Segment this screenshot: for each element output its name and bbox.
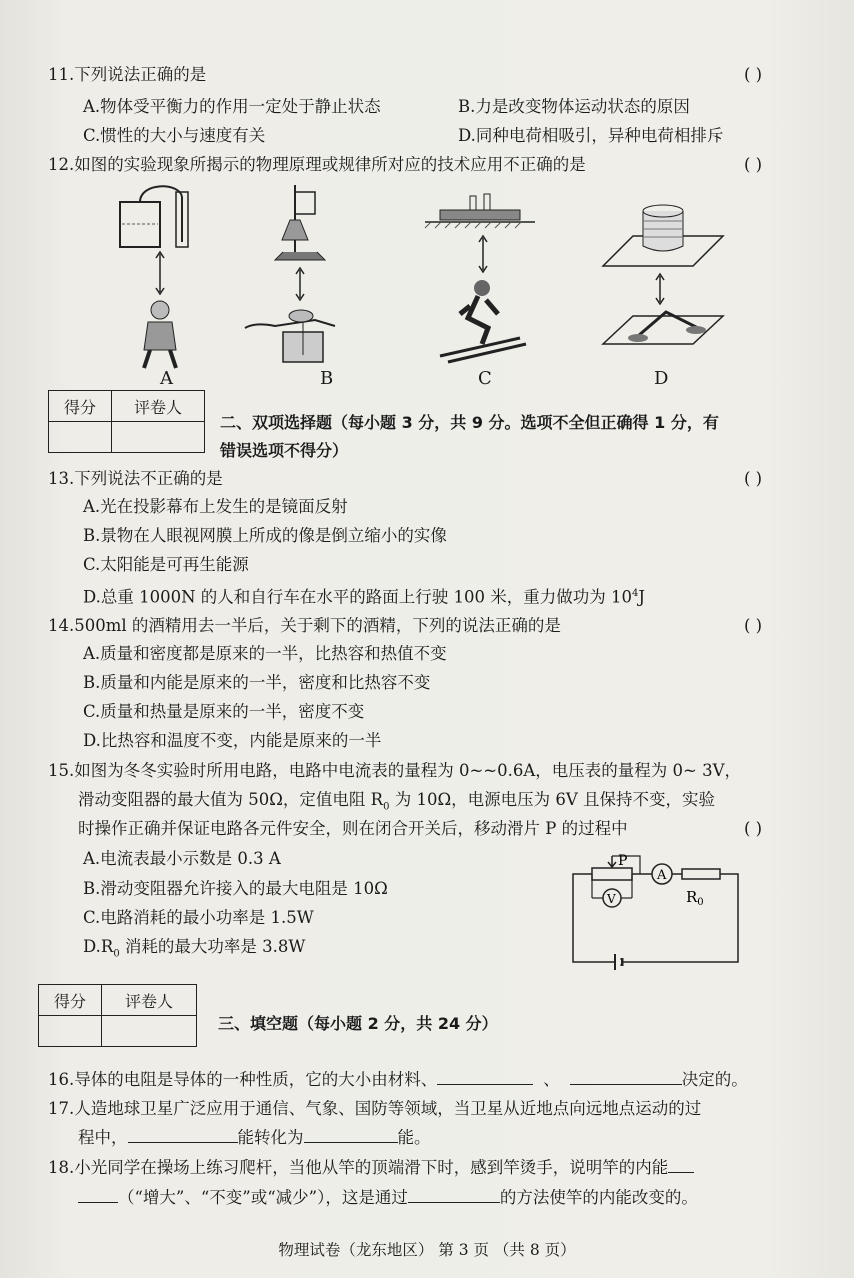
q18-text-b: 的方法使竿的内能改变的。: [499, 1188, 698, 1207]
score-cell[interactable]: [49, 422, 112, 453]
q13-stem: 13.下列说法不正确的是: [48, 469, 223, 488]
score-box-section3: [38, 984, 197, 1047]
q18-blank-2[interactable]: [408, 1186, 500, 1203]
q13-option-b: B.景物在人眼视网膜上所成的像是倒立缩小的实像: [83, 526, 447, 545]
q11-option-a: A.物体受平衡力的作用一定处于静止状态: [83, 97, 381, 116]
q15-option-c: C.电路消耗的最小功率是 1.5W: [83, 908, 314, 927]
q15-line2-sub: 0: [383, 801, 390, 813]
q16-text-a: 16.导体的电阻是导体的一种性质，它的大小由材料、: [48, 1070, 438, 1089]
q11-answer-paren: ( ): [744, 65, 763, 84]
figure-a-illustration: [110, 182, 220, 372]
q15-option-a: A.电流表最小示数是 0.3 A: [83, 849, 281, 868]
figure-b-label: B: [320, 368, 334, 389]
rheostat-symbol: [592, 868, 632, 880]
q13-option-d-unit: J: [638, 587, 646, 607]
q13-option-d-text: D.总重 1000N 的人和自行车在水平的路面上行驶 100 米，重力做功为 10: [83, 587, 633, 607]
q16-stem: [48, 1068, 748, 1091]
figure-d-illustration: [598, 196, 728, 366]
voltmeter-label: V: [607, 892, 616, 906]
section3-title: 三、填空题（每小题 2 分，共 24 分）: [218, 1014, 498, 1033]
q15-answer-paren: ( ): [744, 819, 763, 838]
q17-blank-1[interactable]: [128, 1126, 238, 1143]
figure-c-illustration: [420, 188, 540, 368]
figure-a-label: A: [160, 368, 173, 389]
q16-separator: 、: [543, 1070, 560, 1089]
q11-stem: 11.下列说法正确的是: [48, 65, 207, 84]
q14-option-d: D.比热容和温度不变，内能是原来的一半: [83, 731, 382, 750]
circuit-diagram: [570, 852, 745, 970]
q15-stem-line2: [78, 789, 715, 818]
q14-option-c: C.质量和热量是原来的一半，密度不变: [83, 702, 365, 721]
q12-answer-paren: ( ): [744, 155, 763, 174]
q15-option-b: B.滑动变阻器允许接入的最大电阻是 10Ω: [83, 879, 388, 898]
q14-stem: 14.500ml 的酒精用去一半后，关于剩下的酒精，下列的说法正确的是: [48, 616, 561, 635]
q11-option-d: D.同种电荷相吸引，异种电荷相排斥: [458, 126, 724, 145]
q16-blank-1[interactable]: [437, 1068, 533, 1085]
q11-option-c: C.惯性的大小与速度有关: [83, 126, 266, 145]
page-footer: 物理试卷（龙东地区） 第 3 页 （共 8 页）: [278, 1241, 576, 1259]
q17-text-a: 程中，: [78, 1128, 128, 1147]
q12-stem: 12.如图的实验现象所揭示的物理原理或规律所对应的技术应用不正确的是: [48, 155, 586, 174]
q17-blank-2[interactable]: [304, 1126, 398, 1143]
section2-title-cont: 错误选项不得分）: [220, 441, 349, 460]
grader-cell[interactable]: [102, 1016, 197, 1047]
resistor-label-sub: 0: [697, 897, 704, 908]
ammeter-label: A: [657, 868, 667, 883]
q15-stem-line3: 时操作正确并保证电路各元件安全，则在闭合开关后，移动滑片 P 的过程中: [78, 819, 628, 838]
q15-option-d: [83, 936, 305, 965]
q15-option-d-b: 消耗的最大功率是 3.8W: [119, 937, 306, 956]
score-cell[interactable]: [39, 1016, 102, 1047]
q14-option-a: A.质量和密度都是原来的一半，比热容和热值不变: [83, 644, 447, 663]
q18-text-a: （“增大”、“不变”或“减少”），这是通过: [118, 1188, 408, 1207]
section2-title: 二、双项选择题（每小题 3 分，共 9 分。选项不全但正确得 1 分，有: [220, 413, 719, 432]
q18-stem-line2: [78, 1186, 698, 1209]
q13-option-c: C.太阳能是可再生能源: [83, 555, 249, 574]
slider-label: P: [618, 853, 628, 869]
q15-option-d-a: D.R: [83, 937, 114, 956]
q15-stem-line1: 15.如图为冬冬实验时所用电路，电路中电流表的量程为 0~~0.6A，电压表的量程为 0~ 3V，: [48, 761, 742, 780]
score-header: 得分: [49, 391, 112, 422]
resistor-label-main: R: [686, 888, 698, 906]
resistor-label: [686, 888, 704, 908]
q15-option-d-sub: 0: [113, 948, 120, 960]
q13-option-a: A.光在投影幕布上发生的是镜面反射: [83, 497, 348, 516]
q14-option-b: B.质量和内能是原来的一半，密度和比热容不变: [83, 673, 431, 692]
q17-text-c: 能。: [397, 1128, 431, 1147]
slider-arrow: [608, 856, 616, 867]
score-header: 得分: [39, 985, 102, 1016]
q15-line2-a: 滑动变阻器的最大值为 50Ω，定值电阻 R: [78, 790, 384, 809]
q13-answer-paren: ( ): [744, 469, 763, 488]
q17-stem-line2: [78, 1126, 431, 1149]
q14-answer-paren: ( ): [744, 616, 763, 635]
figure-c-label: C: [478, 368, 492, 389]
grader-header: 评卷人: [112, 391, 205, 422]
q17-text-b: 能转化为: [237, 1128, 304, 1147]
q18-stem-line1: [48, 1156, 694, 1179]
q13-option-d-exponent: 4: [632, 588, 639, 599]
q13-option-d: [83, 583, 645, 609]
score-box-section2: [48, 390, 205, 453]
q15-line2-b: 为 10Ω，电源电压为 6V 且保持不变，实验: [389, 790, 716, 809]
figure-d-label: D: [654, 368, 669, 389]
q17-stem-line1: 17.人造地球卫星广泛应用于通信、气象、国防等领域，当卫星从近地点向远地点运动的过: [48, 1099, 702, 1118]
q18-blank-1b[interactable]: [78, 1186, 118, 1203]
q18-text-line1: 18.小光同学在操场上练习爬杆，当他从竿的顶端滑下时，感到竿烫手，说明竿的内能: [48, 1158, 669, 1177]
q11-option-b: B.力是改变物体运动状态的原因: [458, 97, 690, 116]
q18-blank-1a[interactable]: [668, 1156, 694, 1173]
grader-cell[interactable]: [112, 422, 205, 453]
q16-blank-2[interactable]: [570, 1068, 682, 1085]
grader-header: 评卷人: [102, 985, 197, 1016]
q16-text-b: 决定的。: [681, 1070, 748, 1089]
resistor-symbol: [682, 869, 720, 879]
figure-b-illustration: [235, 180, 355, 370]
